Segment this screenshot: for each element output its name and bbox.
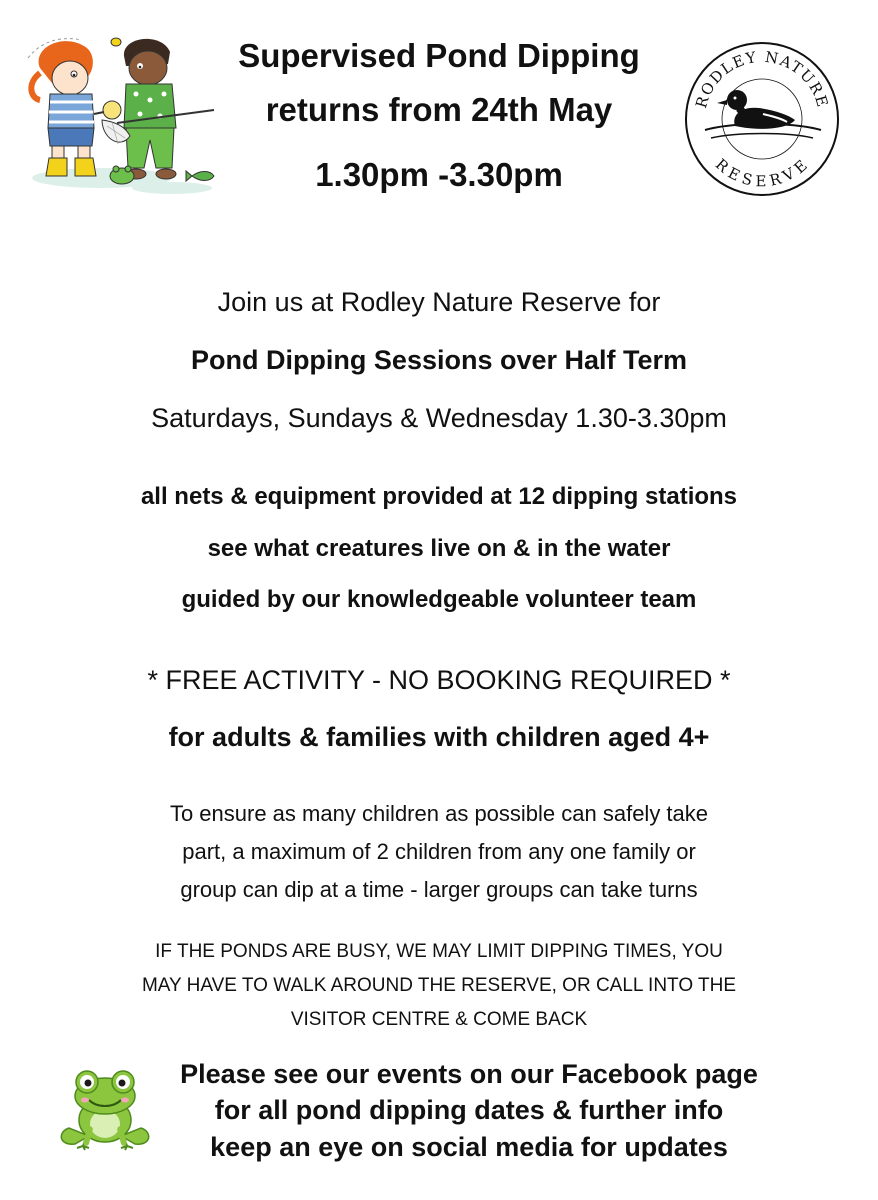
notice-line: IF THE PONDS ARE BUSY, WE MAY LIMIT DIPPING TIMES, YOU bbox=[155, 941, 723, 962]
rules-line: part, a maximum of 2 children from any one family or bbox=[182, 839, 696, 864]
feature-item: all nets & equipment provided at 12 dipping stations bbox=[140, 483, 738, 510]
footer-line: Please see our events on our Facebook page bbox=[180, 1059, 758, 1089]
session-time: 1.30pm -3.30pm bbox=[315, 156, 563, 193]
rules-line: To ensure as many children as possible can safely take bbox=[169, 801, 709, 826]
notice-line: MAY HAVE TO WALK AROUND THE RESERVE, OR CALL INTO THE bbox=[141, 975, 737, 996]
intro-line-1: Join us at Rodley Nature Reserve for bbox=[217, 287, 661, 317]
intro-schedule: Saturdays, Sundays & Wednesday 1.30-3.30pm bbox=[151, 403, 727, 433]
rules-line: group can dip at a time - larger groups can take turns bbox=[180, 877, 698, 902]
duck-logo bbox=[683, 40, 841, 198]
audience-line: for adults & families with children aged 4+ bbox=[168, 722, 710, 752]
logo-top-text: RODLEY NATURE bbox=[692, 47, 832, 111]
title-line-2: returns from 24th May bbox=[265, 91, 613, 128]
footer-line: keep an eye on social media for updates bbox=[210, 1132, 728, 1162]
title-line-1: Supervised Pond Dipping bbox=[238, 37, 640, 74]
feature-item: see what creatures live on & in the water bbox=[207, 535, 671, 562]
notice-line: VISITOR CENTRE & COME BACK bbox=[290, 1009, 588, 1030]
free-activity-banner: * FREE ACTIVITY - NO BOOKING REQUIRED * bbox=[147, 665, 731, 695]
logo-bottom-text: RESERVE bbox=[711, 155, 813, 191]
footer-line: for all pond dipping dates & further info bbox=[214, 1095, 724, 1125]
feature-item: guided by our knowledgeable volunteer team bbox=[181, 586, 697, 613]
intro-line-2: Pond Dipping Sessions over Half Term bbox=[190, 345, 688, 375]
